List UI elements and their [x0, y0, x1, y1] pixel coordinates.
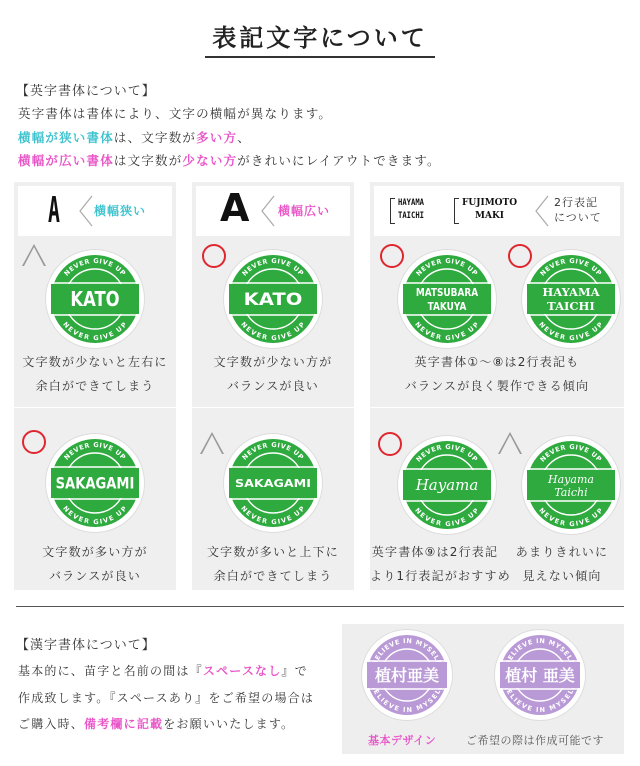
- caption-line: 文字数が少ない方が: [213, 355, 333, 369]
- svg-text:NEVER GIVE UP: NEVER GIVE UP: [413, 506, 481, 529]
- caption-line: 余白ができてしまう: [35, 379, 155, 393]
- kanji-line-3: [18, 715, 294, 732]
- narrow-font-header: [18, 186, 172, 236]
- triangle-inner: [24, 247, 44, 266]
- text-span: 、: [237, 130, 251, 145]
- circle-mark: [202, 244, 226, 268]
- title-underline: [205, 56, 435, 58]
- svg-text:BELIEVE IN MYSELF: ELIEVE IN MYSEL: [504, 687, 576, 715]
- svg-text:植村 亜美: 植村 亜美: [505, 666, 575, 685]
- caption-line: あまりきれいに: [515, 545, 609, 559]
- remarks-text: 備考欄に記載: [84, 717, 164, 731]
- caption-line: 文字数が多いと上下に: [206, 545, 339, 559]
- text-span: 基本的に、苗字と名前の間は『: [18, 664, 203, 678]
- svg-text:NEVER GIVE UP: NEVER GIVE UP: [414, 442, 480, 464]
- svg-text:NEVER GIVE UP: NEVER GIVE UP: [414, 256, 480, 278]
- english-line-1: 英字書体は書体により、文字の横幅が異なります。: [18, 106, 333, 121]
- svg-text:BELIEVE IN MYSELF: ELIEVE IN MYSEL: [371, 687, 443, 715]
- bracket-lines: [258, 192, 278, 230]
- svg-text:BELIEVE IN MYSELF: ELIEVE IN MYSEL: [506, 636, 575, 662]
- caption-line: 余白ができてしまう: [213, 569, 333, 583]
- kanji-line-2: 作成致します。『スペースあり』をご希望の場合は: [18, 691, 315, 705]
- triangle-inner: [500, 435, 520, 454]
- text-span: 』で: [281, 664, 308, 678]
- stamp-hayama-taichi: [522, 250, 620, 348]
- caption-col2-bottom: [192, 540, 354, 588]
- stamp-hayama-script: [398, 436, 496, 534]
- svg-text:NEVER GIVE UP: NEVER GIVE UP: [239, 504, 307, 527]
- svg-text:NEVER GIVE UP: NEVER GIVE UP: [62, 256, 128, 278]
- svg-text:TAKUYA: TAKUYA: [427, 301, 467, 314]
- svg-text:Hayama: Hayama: [548, 473, 594, 486]
- row-divider: [192, 407, 354, 408]
- row-divider: [370, 407, 624, 408]
- wide-font-header: [196, 186, 350, 236]
- narrow-label: 横幅狭い: [94, 204, 147, 218]
- caption-col2-top: [192, 350, 354, 398]
- stamp-graphic: [398, 436, 496, 534]
- caption-line: 英字書体①〜⑧は2行表記も: [414, 355, 580, 369]
- bracket-lines: [76, 192, 96, 230]
- svg-text:NEVER GIVE UP: NEVER GIVE UP: [413, 320, 481, 343]
- svg-text:MATSUBARA: MATSUBARA: [415, 287, 479, 300]
- svg-text:SAKAGAMI: SAKAGAMI: [55, 474, 135, 494]
- caption-line: バランスが良く製作できる傾向: [404, 379, 590, 393]
- kanji-stamp-with-space: [495, 630, 585, 720]
- svg-text:NEVER GIVE UP: NEVER GIVE UP: [537, 320, 605, 343]
- page-title: 表記文字について: [212, 24, 428, 52]
- caption-line: 見えない傾向: [522, 569, 602, 583]
- svg-text:Hayama: Hayama: [415, 476, 479, 494]
- sample-line: MAKI: [475, 211, 505, 221]
- narrow-font-text: 横幅が狭い書体: [18, 130, 114, 145]
- kanji-stamp-no-space: [362, 630, 452, 720]
- bracket-left: [390, 198, 395, 224]
- svg-text:植村亜美: 植村亜美: [374, 666, 440, 685]
- kanji-line-1: [18, 662, 308, 679]
- caption-col3-bottom-a: [370, 540, 511, 588]
- svg-text:NEVER GIVE UP: NEVER GIVE UP: [62, 440, 128, 462]
- circle-mark: [22, 430, 46, 454]
- stamp-kato-narrow: [46, 250, 144, 348]
- english-section-heading: 【英字書体について】: [16, 84, 156, 99]
- few-chars-text: 少ない方: [182, 153, 238, 168]
- two-line-header: [374, 186, 620, 236]
- stamp-graphic: [224, 250, 322, 348]
- stamp-graphic: [398, 250, 496, 348]
- caption-line: より1行表記がおすすめ: [370, 569, 511, 583]
- svg-text:KATO: KATO: [70, 288, 120, 312]
- stamp-graphic: [522, 250, 620, 348]
- caption-col1-bottom: [14, 540, 176, 588]
- stamp-sakagami-wide: [224, 434, 322, 532]
- svg-text:HAYAMA: HAYAMA: [542, 285, 600, 299]
- stamp-graphic: [46, 250, 144, 348]
- caption-line: 文字数が少ないと左右に: [22, 355, 168, 369]
- stamp-graphic: [522, 436, 620, 534]
- wide-font-text: 横幅が広い書体: [18, 153, 114, 168]
- narrow-a-glyph: A: [48, 190, 60, 231]
- text-span: がきれいにレイアウトできます。: [237, 153, 441, 168]
- svg-text:NEVER GIVE UP: NEVER GIVE UP: [240, 256, 306, 278]
- stamp-graphic: [46, 434, 144, 532]
- english-line-3: [18, 151, 441, 169]
- svg-text:KATO: KATO: [243, 290, 303, 310]
- svg-text:NEVER GIVE UP: NEVER GIVE UP: [61, 504, 129, 527]
- caption-line: バランスが良い: [48, 569, 142, 583]
- stamp-graphic: [224, 434, 322, 532]
- stamp-matsubara: [398, 250, 496, 348]
- svg-text:Taichi: Taichi: [554, 486, 588, 499]
- wide-label: 横幅広い: [278, 204, 331, 218]
- svg-text:NEVER GIVE UP: NEVER GIVE UP: [538, 256, 604, 278]
- caption-col1-top: [14, 350, 176, 398]
- label-line: 2行表記: [554, 196, 598, 209]
- sample-fujimoto: [462, 197, 517, 223]
- sample-hayama: [398, 197, 424, 223]
- caption-line: 文字数が多い方が: [42, 545, 148, 559]
- svg-text:SAKAGAMI: SAKAGAMI: [235, 476, 311, 490]
- text-span: は、文字数が: [113, 130, 197, 145]
- caption-line: 英字書体⑨は2行表記: [371, 545, 499, 559]
- no-space-text: スペースなし: [202, 664, 282, 678]
- sample-line: TAICHI: [398, 211, 425, 221]
- stamp-graphic: [362, 630, 452, 720]
- wide-a-glyph: A: [220, 186, 250, 230]
- caption-line: バランスが良い: [226, 379, 320, 393]
- english-line-2: [18, 128, 251, 146]
- bracket-lines: [532, 192, 552, 230]
- svg-text:NEVER GIVE UP: NEVER GIVE UP: [537, 506, 605, 529]
- svg-text:BELIEVE IN MYSELF: ELIEVE IN MYSEL: [373, 636, 442, 662]
- text-span: をお願いいたします。: [163, 717, 295, 731]
- many-chars-text: 多い方: [196, 130, 238, 145]
- kanji-caption-optional: ご希望の際は作成可能です: [466, 734, 604, 747]
- sample-line: HAYAMA: [398, 198, 425, 208]
- label-line: について: [554, 211, 602, 224]
- section-divider: [16, 606, 624, 607]
- bracket-left: [454, 198, 459, 224]
- svg-text:NEVER GIVE UP: NEVER GIVE UP: [239, 320, 307, 343]
- text-span: ご購入時、: [18, 717, 85, 731]
- sample-line: FUJIMOTO: [462, 198, 518, 208]
- svg-text:TAICHI: TAICHI: [547, 299, 595, 313]
- stamp-kato-wide: [224, 250, 322, 348]
- row-divider: [14, 407, 176, 408]
- stamp-hayama-taichi-script: [522, 436, 620, 534]
- triangle-inner: [202, 435, 222, 454]
- caption-col3-bottom-b: [500, 540, 624, 588]
- svg-text:NEVER GIVE UP: NEVER GIVE UP: [240, 440, 306, 462]
- kanji-caption-basic: 基本デザイン: [368, 734, 437, 747]
- stamp-sakagami-narrow: [46, 434, 144, 532]
- text-span: は文字数が: [113, 153, 183, 168]
- kanji-section-heading: 【漢字書体について】: [16, 638, 156, 653]
- svg-text:NEVER GIVE UP: NEVER GIVE UP: [538, 442, 604, 464]
- stamp-graphic: [495, 630, 585, 720]
- caption-col3-top: [370, 350, 624, 398]
- svg-text:NEVER GIVE UP: NEVER GIVE UP: [61, 320, 129, 343]
- two-line-label: [554, 195, 602, 225]
